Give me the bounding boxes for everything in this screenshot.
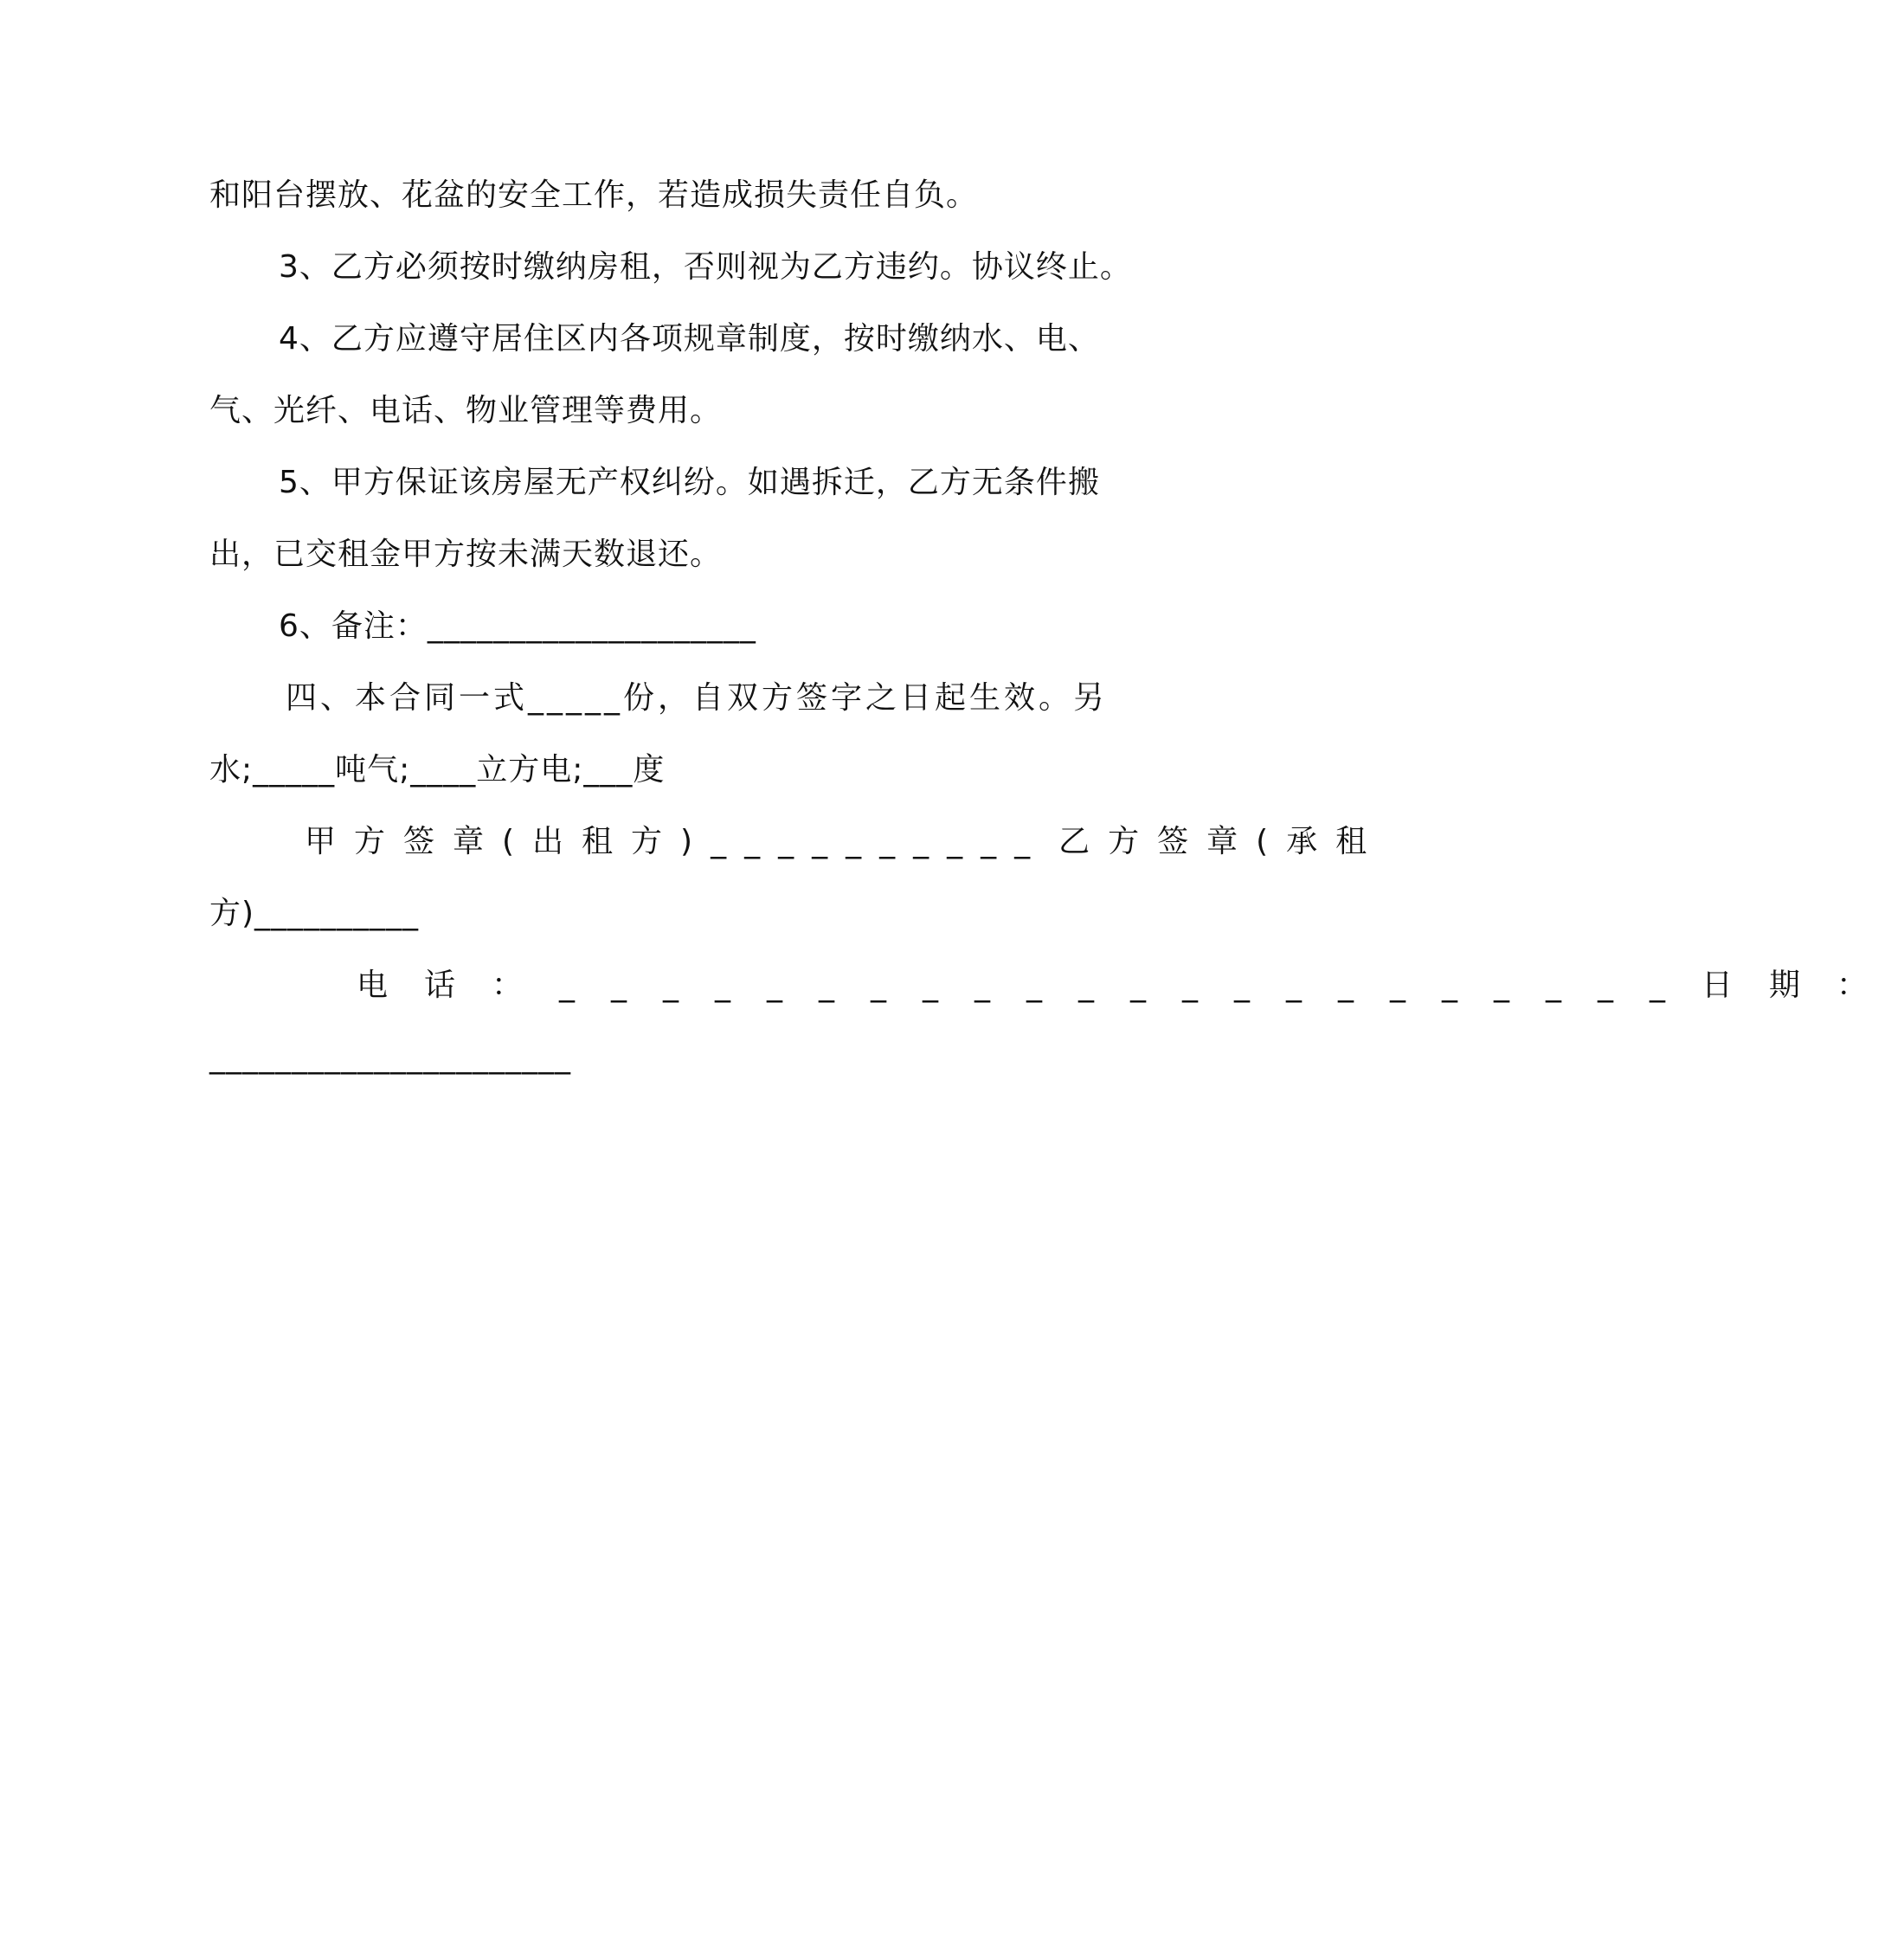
date-label: 日期： (1701, 968, 1904, 1003)
clause-2-continuation: 和阳台摆放、花盆的安全工作，若造成损失责任自负。 (209, 177, 979, 213)
clause-4-line-1: 4、乙方应遵守居住区内各项规章制度，按时缴纳水、电、 (279, 321, 1100, 357)
party-a-signature: 甲方签章(出租方)__________ (305, 824, 1049, 859)
party-b-signature-start: 乙方签章(承租 (1058, 824, 1386, 859)
date-blank: ______________________ (209, 1039, 571, 1075)
clause-4-line-2: 气、光纤、电话、物业管理等费用。 (209, 393, 723, 428)
clause-6-remarks: 6、备注：____________________ (279, 608, 756, 644)
clause-5-line-2: 出，已交租金甲方按未满天数退还。 (209, 537, 723, 572)
clause-3: 3、乙方必须按时缴纳房租，否则视为乙方违约。协议终止。 (279, 249, 1132, 285)
section-4-line-1: 四、本合同一式_____份，自双方签字之日起生效。另 (286, 680, 1109, 716)
section-4-line-2-meter-readings: 水;_____吨气;____立方电;___度 (209, 752, 666, 788)
signature-line-1 (305, 821, 1385, 863)
clause-5-line-1: 5、甲方保证该房屋无产权纠纷。如遇拆迁，乙方无条件搬 (279, 465, 1100, 500)
party-b-signature-end: 方)__________ (209, 896, 420, 931)
phone-field: 电话：______________________ (357, 968, 1701, 1003)
contact-line (357, 965, 1904, 1006)
